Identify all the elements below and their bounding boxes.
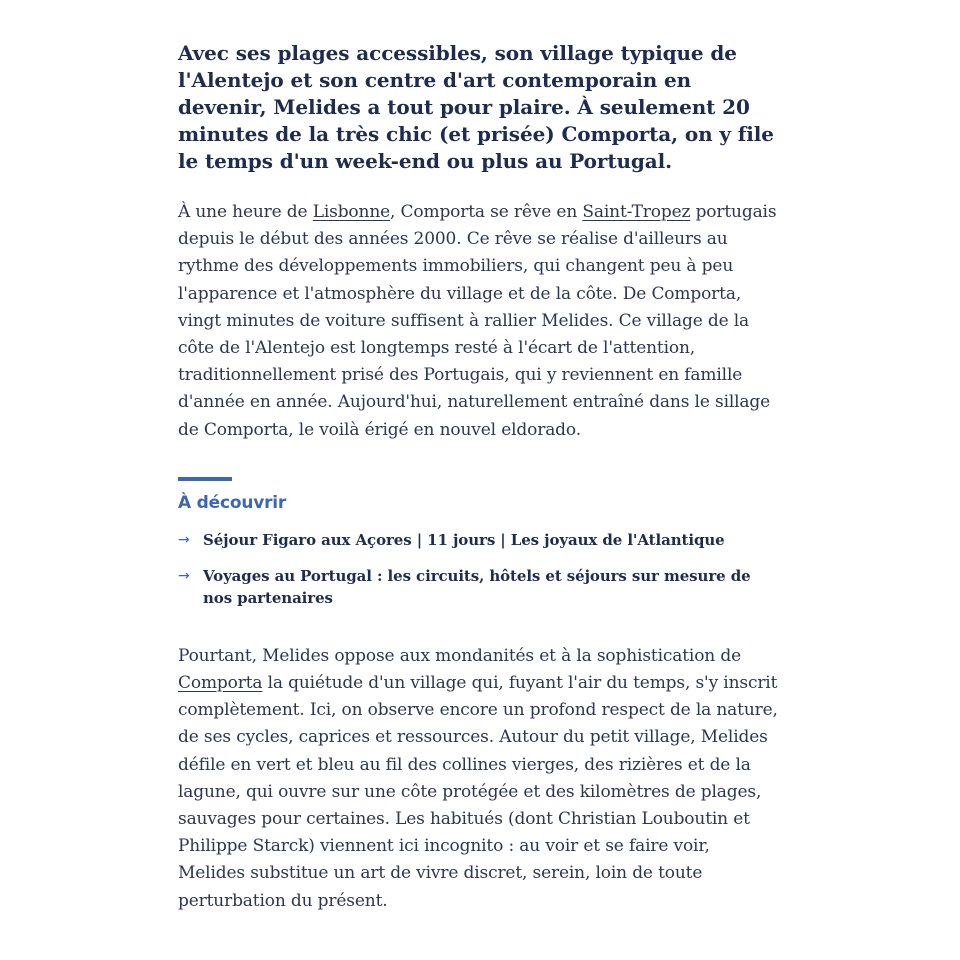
list-item	[178, 565, 778, 609]
paragraph-text: portugais depuis le début des années 2000. Ce rêve se réalise d'ailleurs au rythme des développements immobiliers, qui changent peu à peu l'apparence et l'atmosphère du village et de la côte. De Comporta, vingt minutes de voiture suffisent à rallier Melides. Ce village de la côte de l'Alentejo est longtemps resté à l'écart de l'attention, traditionnellement prisé des Portugais, qui y reviennent en famille d'année en année. Aujourd'hui, naturellement entraîné dans le sillage de Comporta, le voilà érigé en nouvel eldorado.	[178, 202, 777, 440]
paragraph-text: À une heure de	[178, 202, 313, 222]
link-saint-tropez[interactable]: Saint-Tropez	[582, 202, 691, 222]
discover-link-portugal[interactable]: Voyages au Portugal : les circuits, hôtels et séjours sur mesure de nos partenaires	[203, 566, 751, 607]
article-paragraph-2	[178, 643, 778, 915]
discover-title: À découvrir	[178, 492, 287, 513]
discover-list	[178, 529, 778, 609]
paragraph-text: la quiétude d'un village qui, fuyant l'air du temps, s'y inscrit complètement. Ici, on observe encore un profond respect de la nature, de ses cycles, caprices et ressources. Autour du petit village, Melides défile en vert et bleu au fil des collines vierges, des rizières et de la lagune, qui ouvre sur une côte protégée et des kilomètres de plages, sauvages pour certaines. Les habitués (dont Christian Louboutin et Philippe Starck) viennent ici incognito : au voir et se faire voir, Melides substitue un art de vivre discret, serein, loin de toute perturbation du présent.	[178, 673, 778, 911]
discover-accent-bar	[178, 477, 232, 481]
arrow-right-icon: →	[178, 567, 190, 584]
paragraph-text: , Comporta se rêve en	[390, 202, 583, 222]
list-item	[178, 529, 778, 551]
arrow-right-icon: →	[178, 531, 190, 548]
article	[178, 40, 778, 915]
link-lisbonne[interactable]: Lisbonne	[312, 202, 391, 222]
discover-link-acores[interactable]: Séjour Figaro aux Açores | 11 jours | Les joyaux de l'Atlantique	[203, 530, 725, 549]
paragraph-text: Pourtant, Melides oppose aux mondanités et à la sophistication de	[178, 645, 741, 666]
article-paragraph-1	[178, 199, 778, 444]
discover-box	[178, 477, 778, 609]
link-comporta[interactable]: Comporta	[178, 673, 263, 694]
article-lead: Avec ses plages accessibles, son village typique de l'Alentejo et son centre d'art contemporain en devenir, Melides a tout pour plaire. À seulement 20 minutes de la très chic (et prisée) Comporta, on y file le temps d'un week-end ou plus au Portugal.	[178, 41, 774, 173]
